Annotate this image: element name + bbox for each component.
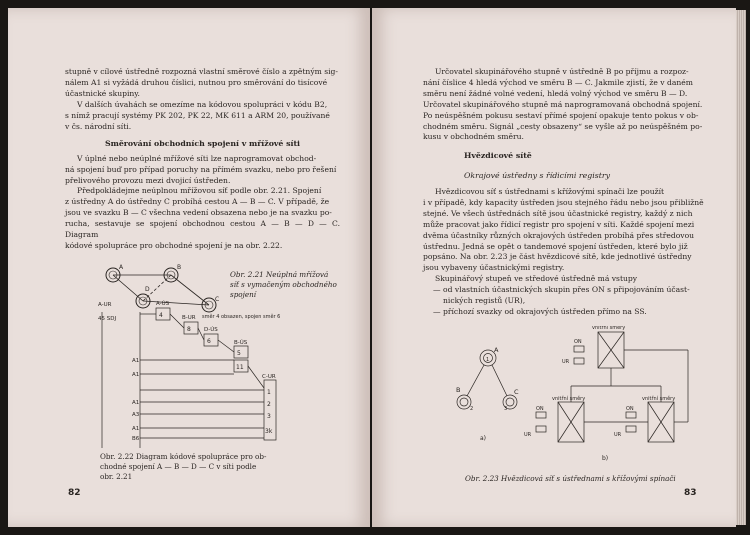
text-line: jsou ve svazku B — C všechna vedení obsazena nebo je na svazku po-: [65, 207, 332, 217]
text-line: chodném směru. Signál „cesty obsazeny“ se vyšle až po neúspěšném po-: [423, 121, 703, 131]
label-b: B: [456, 386, 461, 394]
text-line: s nímž pracují systémy PK 202, PK 22, MK 611 a ARM 20, používané: [65, 110, 330, 120]
label-a-ur: A-UR: [98, 302, 112, 308]
caption-line: spojení: [230, 290, 257, 299]
label-a: A: [494, 346, 499, 354]
section-heading: Směrování obchodních spojení v mřížové síti: [104, 139, 301, 148]
right-paragraph-2: [423, 187, 713, 318]
figure-2-23-star-network: [452, 326, 722, 466]
text-line: z ústředny A do ústředny C probíhá cestou A — B — C. V případě, že: [65, 196, 330, 206]
label-a3: A3: [132, 412, 140, 418]
text-line: dvěma účastníky různých okrajových ústředen probíhá přes středovou: [423, 230, 695, 240]
caption-line: Obr. 2.22 Diagram kódové spolupráce pro ob-: [100, 452, 267, 461]
label-c: C: [215, 296, 220, 303]
label-digit: 1: [267, 389, 271, 396]
right-paragraph-1: [423, 67, 713, 143]
left-paragraph-2: [65, 100, 340, 133]
label-ur: UR: [614, 432, 622, 438]
text-line: Předpokládejme neúplnou mřížovou síť podle obr. 2.21. Spojení: [77, 186, 322, 195]
label-digit: 2: [267, 401, 271, 408]
label-digit: 3: [267, 413, 271, 420]
label-b-part: b): [602, 455, 609, 462]
label-45-sdj: 45 SDJ: [98, 316, 117, 322]
caption-line: obr. 2.21: [100, 472, 133, 481]
left-paragraph-3: [65, 154, 340, 187]
list-item: — příchozí svazky od okrajových ústředen přímo na SS.: [433, 306, 647, 316]
label-internal-dirs: vnitřní směry: [592, 326, 626, 331]
text-line: nání číslice 4 hledá východ ve směru B — C. Jakmile zjistí, že v daném: [423, 77, 693, 87]
list-item: — od vlastních účastnických skupin přes ON s připojováním účast-: [433, 285, 690, 295]
label-1: 1: [486, 357, 490, 363]
figure-2-23-caption: Obr. 2.23 Hvězdicová síť s ústřednami s křížovými spínači: [465, 474, 676, 483]
label-a1: A1: [132, 358, 140, 364]
list-item: nických registů (UR),: [443, 296, 526, 306]
label-a1: A1: [132, 372, 140, 378]
label-2: 2: [470, 406, 474, 412]
text-line: Určovatel skupinářového stupně má naprogramovaná obchodná spojení.: [423, 99, 703, 109]
label-digit: 6: [207, 338, 211, 345]
text-line: i v případě, kdy kapacity ústředen jsou stejného řádu nebo jsou přibližně: [423, 197, 704, 207]
label-internal-dirs: vnitřní směry: [642, 396, 676, 402]
label-d: D: [145, 286, 150, 293]
figure-2-22-code-diagram: [96, 298, 296, 448]
label-c: C: [514, 388, 519, 396]
page-number: 82: [68, 488, 81, 498]
text-line: V úplné nebo neúplné mřížové síti lze naprogramovat obchod-: [77, 154, 317, 163]
caption-line: Obr. 2.21 Neúplná mřížová: [230, 270, 329, 279]
text-line: Skupinářový stupeň ve středové ústředně má vstupy: [435, 274, 638, 284]
label-on: ON: [626, 406, 634, 412]
label-d-us: D-ÚS: [204, 327, 218, 333]
label-3: 3: [504, 406, 508, 412]
text-line: nálem A1 si vyžádá druhou číslici, nutnou pro směrování do tisícové: [65, 77, 328, 87]
caption-line: chodné spojení A — B — D — C v síti podle: [100, 462, 257, 471]
label-note: směr 4 obsazen, spojen směr 6: [202, 314, 281, 320]
label-b-us: B-ÚS: [234, 340, 248, 346]
label-digit: 5: [237, 350, 241, 357]
label-a: A: [119, 264, 124, 271]
label-on: ON: [574, 339, 582, 345]
text-line: kódové spolupráce pro obchodné spojení je na obr. 2.22.: [65, 240, 283, 250]
text-line: Hvězdicovou síť s ústřednami s křížovými spínači lze použít: [435, 187, 665, 196]
left-paragraph-4: [65, 186, 340, 251]
right-page: [372, 8, 736, 527]
label-a1: A1: [132, 426, 140, 432]
text-line: ná spojení buď pro případ poruchy na přímém svazku, nebo pro řešení: [65, 164, 337, 174]
text-line: kusu v obchodném směru.: [423, 132, 524, 142]
sub-heading: Okrajové ústředny s řídicími registry: [464, 171, 610, 180]
label-digit: 8: [187, 326, 191, 333]
text-line: směru není žádné volné vedení, hledá volný východ ve směru B — D.: [423, 88, 688, 98]
text-line: ústřednu. Jedná se opět o tandemové spojení ústředen, které bylo již: [423, 241, 688, 251]
text-line: Určovatel skupinářového stupně v ústředně B po příjmu a rozpoz-: [435, 67, 689, 76]
caption-line: síť s vymačeným obchodného: [230, 280, 337, 289]
label-ur: UR: [524, 432, 532, 438]
text-line: účastnické skupiny.: [65, 88, 140, 98]
text-line: popsáno. Na obr. 2.23 je část hvězdicové sítě, kde jednotlivé ústředny: [423, 252, 692, 262]
section-heading: Hvězdicové sítě: [464, 151, 532, 160]
label-internal-dirs: vnitřní směry: [552, 396, 586, 402]
label-b6: B6: [132, 436, 140, 442]
label-digit: 4: [159, 312, 163, 319]
text-line: stejné. Ve všech ústřednách sítě jsou účastnické registry, každý z nich: [423, 208, 693, 218]
label-b: B: [177, 264, 182, 271]
label-b-ur: B-UR: [182, 315, 196, 321]
book-edge: [736, 10, 746, 525]
page-number: 83: [684, 488, 697, 498]
label-digit: 3k: [265, 428, 273, 435]
label-a-part: a): [480, 435, 487, 442]
label-a-us: A-ÚS: [156, 301, 170, 307]
label-a1: A1: [132, 400, 140, 406]
text-line: může pracovat jako řídicí registr pro spojení v síti. Každé spojení mezi: [423, 219, 695, 229]
text-line: jsou vybaveny účastnickými registry.: [423, 263, 565, 273]
label-c-ur: C-UR: [262, 374, 276, 380]
text-line: Po neúspěšném pokusu sestaví přímé spojení opakuje tento pokus v ob-: [423, 110, 699, 120]
text-line: v čs. národní síti.: [65, 121, 132, 131]
figure-2-22-caption: [100, 452, 300, 482]
text-line: V dalších úvahách se omezíme na kódovou spolupráci v kódu B2,: [77, 100, 328, 109]
text-line: rucha, sestavuje se spojení obchodnou cestou A — B — D — C. Diagram: [65, 218, 340, 239]
left-paragraph-1: [65, 67, 340, 100]
label-ur: UR: [562, 359, 570, 365]
figure-2-21-caption: [230, 270, 340, 300]
text-line: přelivového provozu mezi dvojicí ústředen.: [65, 175, 231, 185]
left-page: [8, 8, 370, 527]
label-on: ON: [536, 406, 544, 412]
text-line: stupně v cílové ústředně rozpozná vlastní směrové číslo a zpětným sig-: [65, 67, 338, 76]
label-digit: 11: [236, 364, 244, 371]
